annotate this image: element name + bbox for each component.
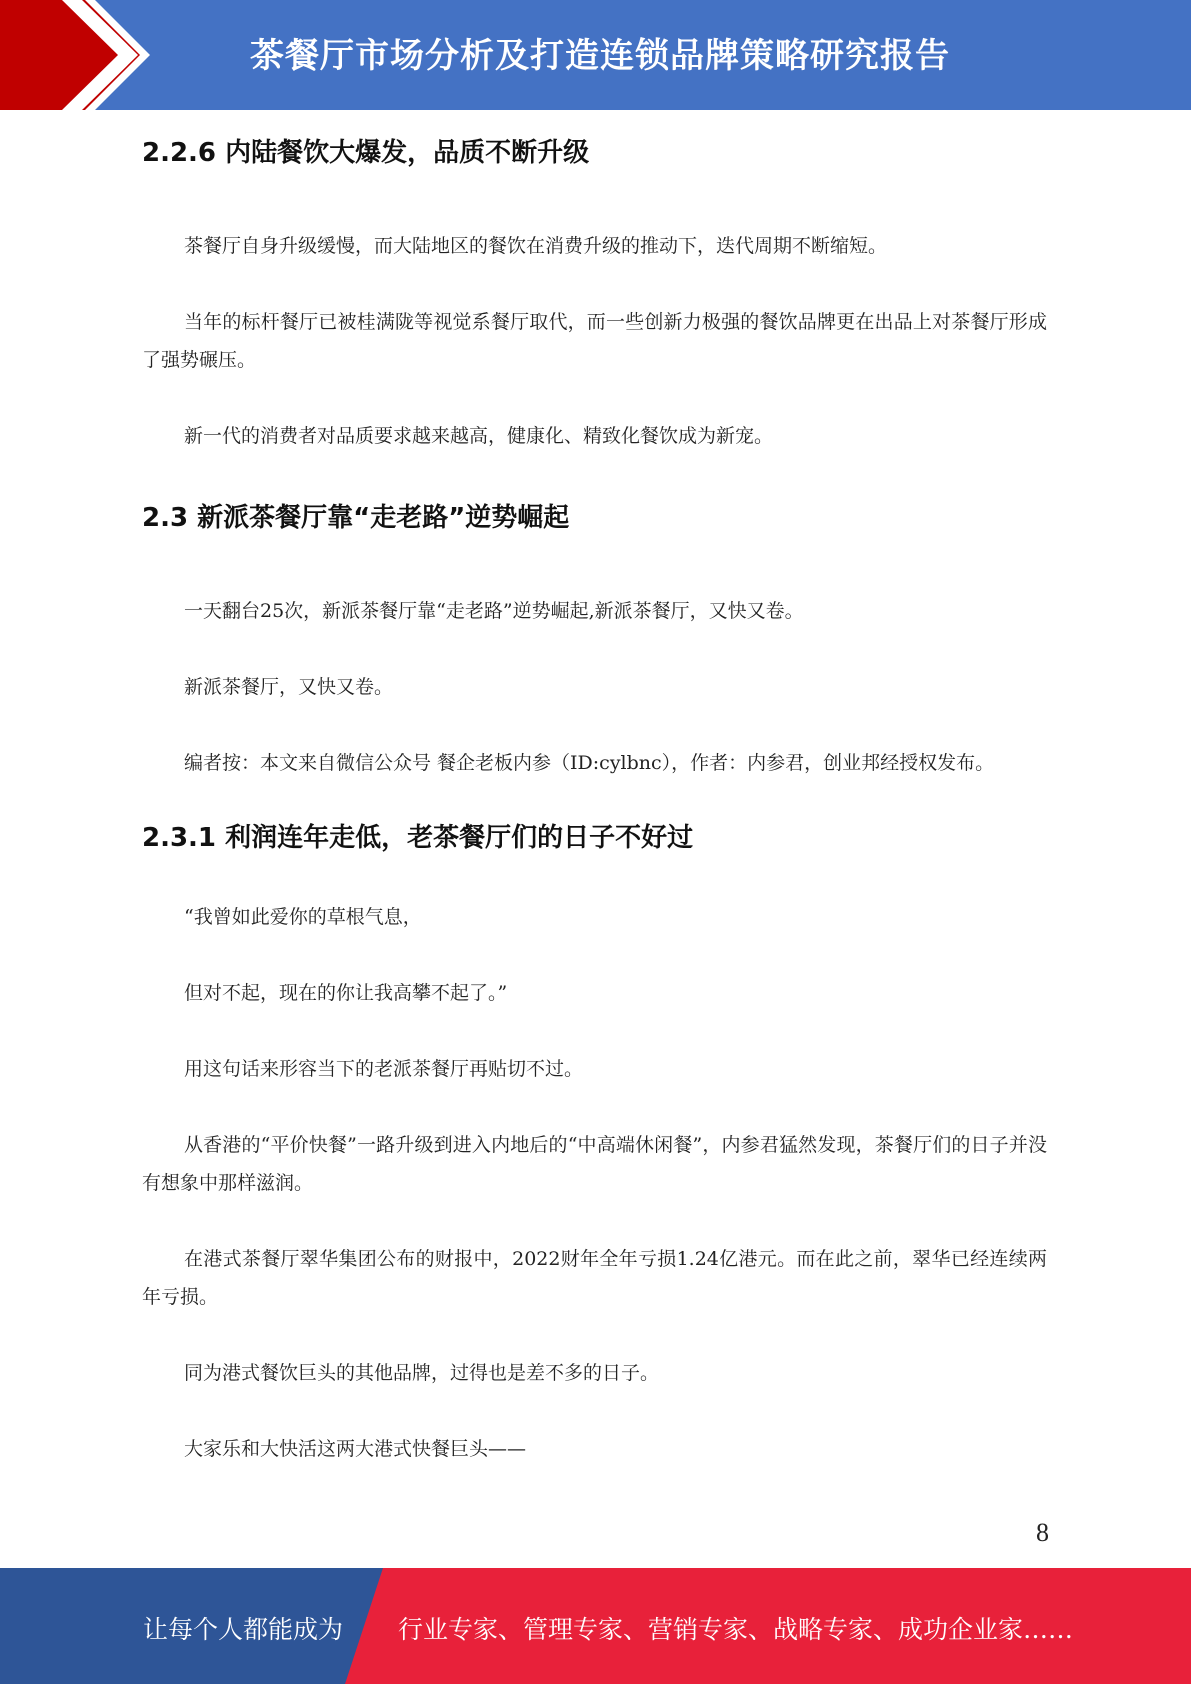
section-heading-2-2-6: 2.2.6 内陆餐饮大爆发，品质不断升级 <box>142 138 590 168</box>
paragraph: “我曾如此爱你的草根气息， <box>184 906 422 928</box>
paragraph: 新派茶餐厅，又快又卷。 <box>184 676 394 698</box>
paragraph: 编者按：本文来自微信公众号 餐企老板内参（ID:cylbnc），作者：内参君，创业邦经授权发布。 <box>184 752 995 774</box>
page-content <box>142 110 1047 1468</box>
footer-banner <box>0 1568 1191 1684</box>
footer-slogan-right: 行业专家、管理专家、营销专家、战略专家、成功企业家…… <box>398 1615 1074 1644</box>
paragraph: 新一代的消费者对品质要求越来越高，健康化、精致化餐饮成为新宠。 <box>184 425 774 447</box>
section-heading-2-3-1: 2.3.1 利润连年走低，老茶餐厅们的日子不好过 <box>142 823 694 853</box>
footer-slogan-left: 让每个人都能成为 <box>143 1615 344 1644</box>
paragraph: 在港式茶餐厅翠华集团公布的财报中，2022财年全年亏损1.24亿港元。而在此之前，翠华已经连续两年亏损。 <box>142 1248 1047 1308</box>
paragraph: 当年的标杆餐厅已被桂满陇等视觉系餐厅取代，而一些创新力极强的餐饮品牌更在出品上对茶餐厅形成了强势碾压。 <box>142 311 1047 371</box>
paragraph: 从香港的“平价快餐”一路升级到进入内地后的“中高端休闲餐”，内参君猛然发现，茶餐厅们的日子并没有想象中那样滋润。 <box>142 1134 1047 1194</box>
paragraph: 大家乐和大快活这两大港式快餐巨头—— <box>184 1438 527 1460</box>
paragraph: 用这句话来形容当下的老派茶餐厅再贴切不过。 <box>184 1058 584 1080</box>
paragraph: 同为港式餐饮巨头的其他品牌，过得也是差不多的日子。 <box>184 1362 660 1384</box>
paragraph: 一天翻台25次，新派茶餐厅靠“走老路”逆势崛起,新派茶餐厅，又快又卷。 <box>184 600 804 622</box>
section-heading-2-3: 2.3 新派茶餐厅靠“走老路”逆势崛起 <box>142 503 570 533</box>
document-title: 茶餐厅市场分析及打造连锁品牌策略研究报告 <box>250 36 950 76</box>
page-number: 8 <box>1036 1518 1049 1547</box>
header-banner <box>0 0 1191 110</box>
paragraph: 但对不起，现在的你让我高攀不起了。” <box>184 982 508 1004</box>
paragraph: 茶餐厅自身升级缓慢，而大陆地区的餐饮在消费升级的推动下，迭代周期不断缩短。 <box>184 235 888 257</box>
